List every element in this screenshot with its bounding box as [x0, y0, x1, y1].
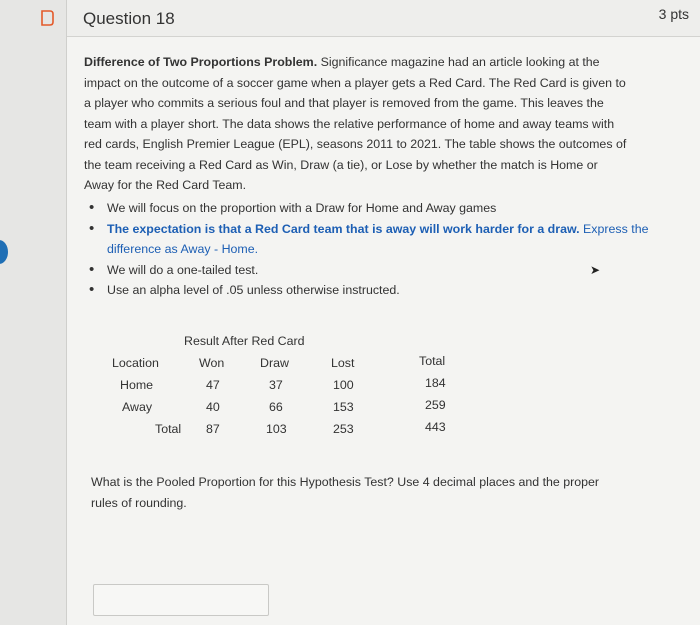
question-card — [66, 0, 700, 625]
intro-lead: Difference of Two Proportions Problem. — [84, 55, 318, 69]
header-won: Won — [199, 356, 225, 370]
header-lost: Lost — [331, 356, 355, 370]
table-caption: Result After Red Card — [184, 334, 305, 348]
mouse-cursor-icon: ➤ — [590, 263, 601, 277]
cell-home-total: 184 — [425, 376, 446, 390]
left-gutter — [0, 0, 66, 625]
cell-total-lost: 253 — [333, 422, 354, 436]
bullet-expression: Express the difference as Away - Home. — [107, 221, 649, 256]
edge-indicator — [0, 240, 8, 264]
cell-total-total: 443 — [425, 420, 446, 434]
question-prompt: What is the Pooled Proportion for this Hypothesis Test? Use 4 decimal places and the proper rules of rounding. — [91, 475, 600, 510]
cell-total-draw: 103 — [266, 422, 287, 436]
bullet-expectation: The expectation is that a Red Card team that is away will work harder for a draw. — [107, 221, 580, 236]
list-item — [89, 219, 649, 260]
header-location: Location — [112, 356, 159, 370]
bullet-text: We will do a one-tailed test. — [107, 262, 259, 277]
cell-away-draw: 66 — [269, 400, 283, 414]
question-title: Question 18 — [83, 9, 175, 28]
cell-home-lost: 100 — [333, 378, 354, 392]
row-label-home: Home — [120, 378, 154, 392]
question-header — [67, 0, 700, 37]
list-item — [89, 198, 649, 219]
row-label-away: Away — [122, 400, 153, 414]
cell-away-lost: 153 — [333, 400, 354, 414]
bullet-text: We will focus on the proportion with a Draw for Home and Away games — [107, 201, 497, 215]
row-label-total: Total — [155, 422, 182, 436]
cell-total-won: 87 — [206, 422, 220, 436]
flag-question-icon[interactable] — [40, 10, 54, 26]
cell-home-draw: 37 — [269, 378, 283, 392]
header-draw: Draw — [260, 356, 289, 370]
cell-home-won: 47 — [206, 378, 220, 392]
list-item — [89, 280, 649, 301]
list-item — [89, 260, 649, 281]
question-intro — [84, 52, 629, 196]
answer-input[interactable] — [93, 584, 269, 616]
instruction-list — [89, 198, 649, 301]
question-points: 3 pts — [658, 6, 689, 22]
bullet-text: Use an alpha level of .05 unless otherwise instructed. — [107, 283, 400, 297]
header-total: Total — [419, 354, 446, 368]
cell-away-won: 40 — [206, 400, 220, 414]
cell-away-total: 259 — [425, 398, 446, 412]
intro-text: Significance magazine had an article looking at the impact on the outcome of a soccer game when a player gets a Red Card. The Red Card is given to a player who commits a serious foul and that player is removed from the game. This leaves the team with a player short. The data shows the relative performance of home and away teams with red cards, English Premier League (EPL), seasons 2011 to 2021. The table shows the outcomes of the team receiving a Red Card as Win, Draw (a tie), or Lose by whether the match is Home or Away for the Red Card Team. — [84, 55, 627, 192]
